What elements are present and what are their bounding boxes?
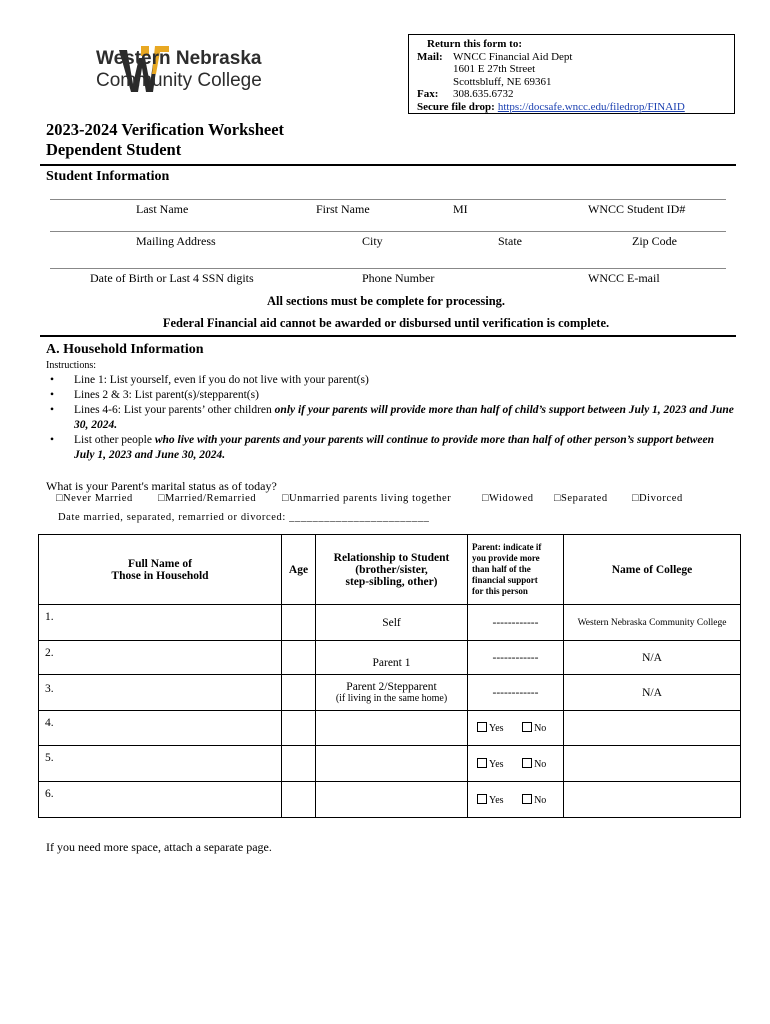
last-name-label: Last Name (136, 202, 189, 216)
table-row (39, 675, 741, 711)
bullet-dot: • (50, 374, 55, 386)
mail-line-3: Scottsbluff, NE 69361 (453, 75, 552, 88)
mi-label: MI (453, 202, 468, 216)
header-age: Age (282, 535, 316, 605)
state-label: State (498, 234, 522, 248)
zip-code-label: Zip Code (632, 234, 677, 248)
relationship-cell[interactable] (316, 782, 468, 818)
yes-checkbox[interactable]: Yes (477, 759, 504, 770)
no-checkbox[interactable]: No (522, 723, 546, 734)
footer-note: If you need more space, attach a separate page. (46, 840, 272, 854)
mail-line-2: 1601 E 27th Street (453, 63, 536, 75)
bullet-text: Lines 2 & 3: List parent(s)/stepparent(s) (74, 389, 259, 401)
bullet-dot: • (50, 404, 55, 416)
household-table (38, 534, 741, 818)
bullet-dot: • (50, 389, 55, 401)
college-cell[interactable] (564, 746, 741, 782)
relationship-cell[interactable] (316, 711, 468, 746)
option-widowed[interactable]: □Widowed (482, 493, 534, 504)
age-cell[interactable] (282, 711, 316, 746)
secure-file-drop-link[interactable]: https://docsafe.wncc.edu/filedrop/FINAID (497, 100, 685, 113)
support-cell: ------------ (468, 641, 564, 675)
college-cell[interactable]: N/A (564, 641, 741, 675)
support-cell (468, 711, 564, 746)
option-married[interactable]: □Married/Remarried (158, 493, 257, 504)
title-line1: 2023-2024 Verification Worksheet (46, 120, 285, 139)
header-support: Parent: indicate if you provide more than half of the financial support for this person (468, 535, 564, 605)
field-line (50, 231, 726, 232)
instruction-bullet (46, 403, 736, 433)
marital-status-question: What is your Parent's marital status as of today? (46, 479, 277, 493)
bullet-text: Line 1: List yourself, even if you do not live with your parent(s) (74, 374, 369, 386)
phone-label: Phone Number (362, 271, 435, 285)
bullet-text: Lines 4-6: List your parents’ other children (74, 404, 275, 416)
return-address-box (408, 34, 735, 114)
student-id-label: WNCC Student ID# (588, 202, 686, 216)
yes-checkbox[interactable]: Yes (477, 723, 504, 734)
table-row (39, 711, 741, 746)
header-college: Name of College (564, 535, 741, 605)
age-cell[interactable] (282, 641, 316, 675)
drop-label: Secure file drop: (417, 100, 495, 113)
divider (40, 335, 736, 337)
dob-ssn-label: Date of Birth or Last 4 SSN digits (90, 271, 254, 285)
mailing-address-label: Mailing Address (136, 234, 216, 248)
city-label: City (362, 234, 383, 248)
header-full-name: Full Name of Those in Household (39, 535, 282, 605)
bullet-emphasis: who live with your parents and your parents will continue to provide more than half of other person’s support between July 1, 2023 and June 30, 2024. (74, 434, 715, 461)
page-title (46, 120, 284, 160)
header-relationship: Relationship to Student (brother/sister, step-sibling, other) (316, 535, 468, 605)
date-married-field[interactable]: Date married, separated, remarried or divorced: ________________________ (58, 512, 430, 523)
table-row (39, 605, 741, 641)
row-number[interactable]: 2. (39, 641, 282, 675)
college-name-line1: Western Nebraska (96, 48, 262, 69)
college-cell[interactable] (564, 782, 741, 818)
field-line (50, 199, 726, 200)
mail-line-1: WNCC Financial Aid Dept (453, 50, 573, 63)
college-name (96, 48, 262, 92)
instruction-bullet (46, 388, 736, 403)
age-cell[interactable] (282, 605, 316, 641)
return-heading: Return this form to: (427, 38, 523, 50)
relationship-cell[interactable]: Self (316, 605, 468, 641)
field-line (50, 268, 726, 269)
instruction-bullet (46, 433, 736, 463)
household-heading: A. Household Information (46, 342, 204, 357)
bullet-dot: • (50, 434, 55, 446)
table-row (39, 782, 741, 818)
yes-checkbox[interactable]: Yes (477, 795, 504, 806)
college-cell[interactable]: Western Nebraska Community College (564, 605, 741, 641)
no-checkbox[interactable]: No (522, 795, 546, 806)
support-cell (468, 782, 564, 818)
age-cell[interactable] (282, 675, 316, 711)
first-name-label: First Name (316, 202, 370, 216)
row-number[interactable]: 5. (39, 746, 282, 782)
age-cell[interactable] (282, 782, 316, 818)
support-cell (468, 746, 564, 782)
college-cell[interactable] (564, 711, 741, 746)
option-divorced[interactable]: □Divorced (632, 493, 683, 504)
bullet-text: List other people (74, 434, 155, 446)
relationship-cell[interactable]: Parent 1 (316, 641, 468, 675)
instruction-bullet (46, 373, 736, 388)
row-number[interactable]: 4. (39, 711, 282, 746)
no-checkbox[interactable]: No (522, 759, 546, 770)
college-cell[interactable]: N/A (564, 675, 741, 711)
notice-aid: Federal Financial aid cannot be awarded or disbursed until verification is complete. (162, 316, 610, 330)
row-number[interactable]: 3. (39, 675, 282, 711)
support-cell: ------------ (468, 605, 564, 641)
mail-label: Mail: (417, 50, 443, 63)
notice-complete: All sections must be complete for processing. (266, 294, 506, 308)
age-cell[interactable] (282, 746, 316, 782)
instructions-label: Instructions: (46, 360, 96, 371)
divider (40, 164, 736, 166)
email-label: WNCC E-mail (588, 271, 660, 285)
option-never-married[interactable]: □Never Married (56, 493, 133, 504)
fax-label: Fax: (417, 88, 439, 100)
relationship-cell[interactable] (316, 746, 468, 782)
support-cell: ------------ (468, 675, 564, 711)
relationship-cell[interactable]: Parent 2/Stepparent (if living in the same home) (316, 675, 468, 711)
fax-number: 308.635.6732 (453, 88, 514, 100)
row-number[interactable]: 6. (39, 782, 282, 818)
row-number[interactable]: 1. (39, 605, 282, 641)
title-line2: Dependent Student (46, 140, 182, 159)
college-name-line2: Community College (96, 70, 262, 91)
bullet-emphasis: only if your parents will provide more than half of child’s support between July 1, 2023 and June 30, 2024. (74, 404, 734, 431)
student-info-heading: Student Information (46, 169, 170, 184)
option-unmarried-together[interactable]: □Unmarried parents living together (282, 493, 452, 504)
table-row (39, 746, 741, 782)
table-row (39, 641, 741, 675)
option-separated[interactable]: □Separated (554, 493, 608, 504)
